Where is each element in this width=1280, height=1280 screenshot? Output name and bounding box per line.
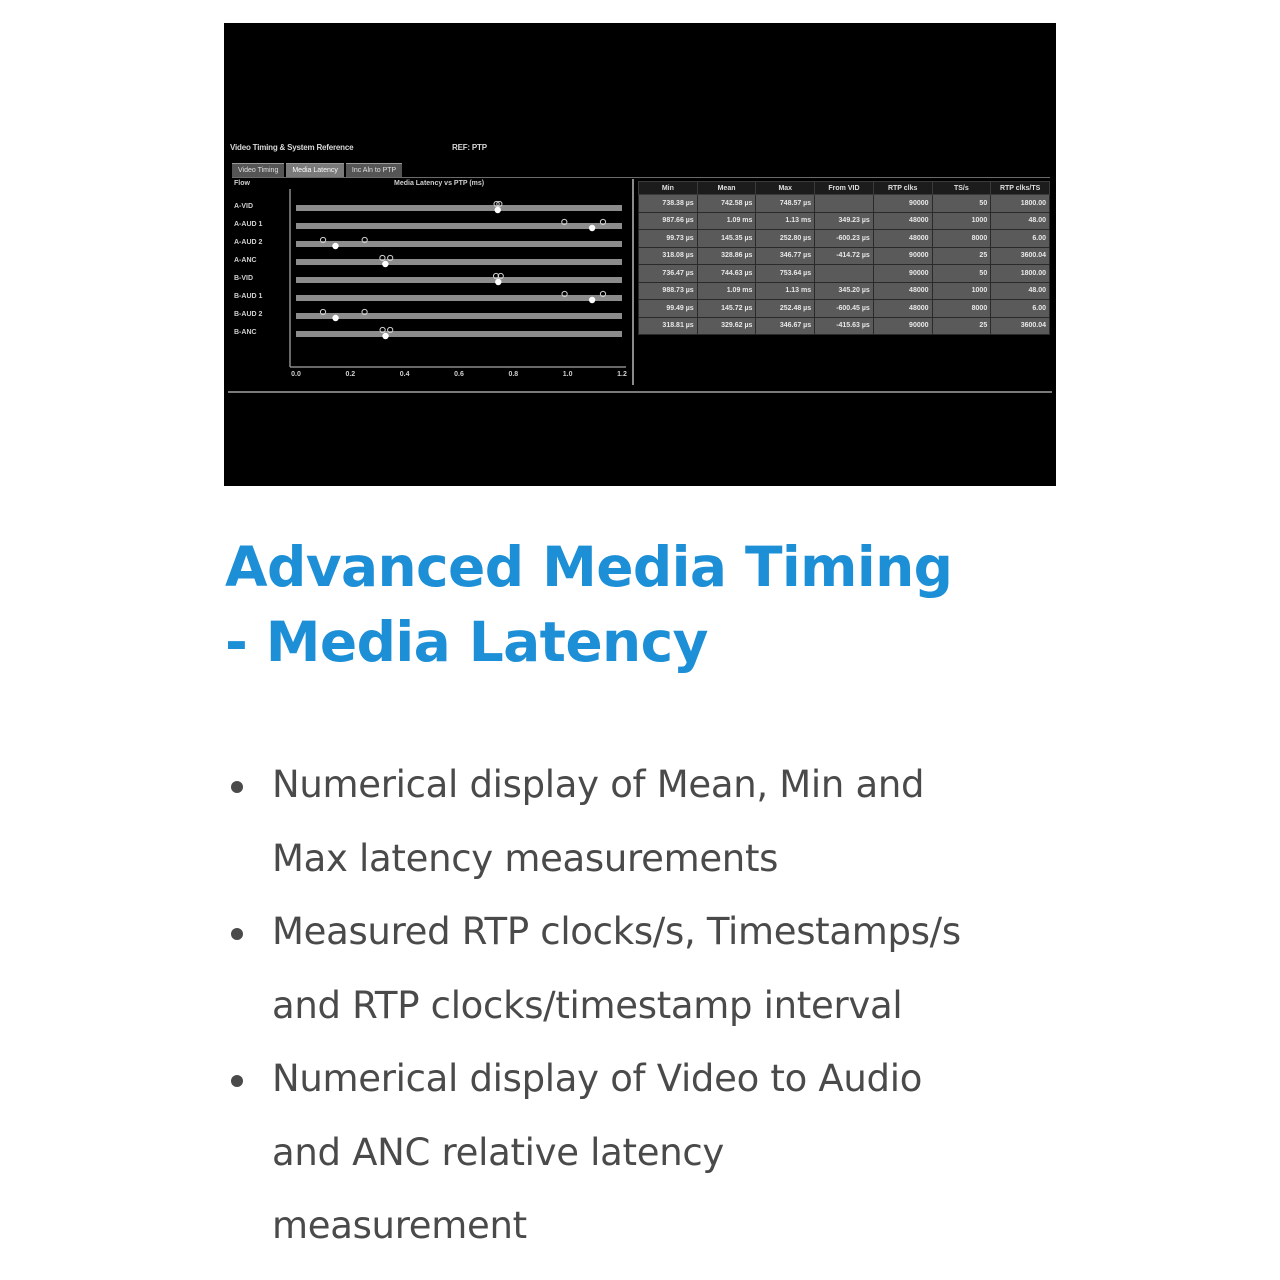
table-cell: 50	[932, 195, 991, 213]
list-item-line: measurement	[272, 1204, 527, 1247]
table-cell: 738.38 µs	[639, 195, 698, 213]
table-cell: 318.08 µs	[639, 247, 698, 265]
table-cell: 1800.00	[991, 265, 1050, 283]
table-cell: 1000	[932, 282, 991, 300]
tab-divider	[232, 177, 1050, 178]
table-header-cell: From VID	[815, 182, 874, 195]
tab-bar	[232, 163, 402, 177]
table-row	[639, 300, 1050, 318]
mean-marker	[332, 243, 338, 249]
table-row	[639, 212, 1050, 230]
page-title	[225, 530, 1085, 680]
chart-row-label: B-AUD 2	[234, 311, 263, 318]
mean-marker	[495, 279, 501, 285]
table-cell: 99.73 µs	[639, 230, 698, 248]
list-item	[226, 895, 1086, 1042]
table-cell: 6.00	[991, 230, 1050, 248]
table-cell: 346.77 µs	[756, 247, 815, 265]
chart-row-label: B-ANC	[234, 329, 257, 336]
table-cell: 318.81 µs	[639, 317, 698, 335]
x-tick-label: 0.0	[291, 371, 301, 378]
mean-marker	[382, 333, 388, 339]
latency-track	[296, 241, 622, 247]
title-line-2: - Media Latency	[225, 610, 708, 674]
table-cell: 329.62 µs	[697, 317, 756, 335]
table-cell	[815, 265, 874, 283]
table-cell: 345.20 µs	[815, 282, 874, 300]
table-cell	[815, 195, 874, 213]
table-cell: 90000	[873, 265, 932, 283]
mean-marker	[495, 207, 501, 213]
latency-track	[296, 277, 622, 283]
table-row	[639, 230, 1050, 248]
table-cell: 748.57 µs	[756, 195, 815, 213]
table-cell: 90000	[873, 247, 932, 265]
table-header-cell: RTP clks/TS	[991, 182, 1050, 195]
table-header-row	[639, 182, 1050, 195]
table-cell: 1.09 ms	[697, 212, 756, 230]
bottom-divider	[228, 391, 1052, 393]
latency-chart-panel	[232, 179, 628, 389]
table-cell: 8000	[932, 230, 991, 248]
table-cell: 1000	[932, 212, 991, 230]
table-cell: 1.13 ms	[756, 212, 815, 230]
table-header-cell: RTP clks	[873, 182, 932, 195]
latency-track	[296, 259, 622, 265]
table-cell: 742.58 µs	[697, 195, 756, 213]
table-cell: 25	[932, 317, 991, 335]
table-cell: 346.67 µs	[756, 317, 815, 335]
table-cell: 48000	[873, 300, 932, 318]
chart-row-label: A-ANC	[234, 257, 257, 264]
panel-divider	[632, 179, 634, 385]
mean-marker	[332, 315, 338, 321]
mean-marker	[589, 297, 595, 303]
app-header	[230, 143, 487, 157]
latency-table	[638, 181, 1050, 335]
x-tick-label: 0.4	[399, 371, 410, 378]
list-item	[226, 748, 1086, 895]
table-row	[639, 317, 1050, 335]
reference-label: REF: PTP	[452, 143, 487, 152]
chart-title: Media Latency vs PTP (ms)	[394, 180, 485, 187]
table-cell: 3600.04	[991, 317, 1050, 335]
table-row	[639, 265, 1050, 283]
table-cell: 8000	[932, 300, 991, 318]
table-row	[639, 195, 1050, 213]
table-cell: 145.72 µs	[697, 300, 756, 318]
table-cell: 3600.04	[991, 247, 1050, 265]
latency-table-panel	[638, 181, 1050, 335]
table-cell: 987.66 µs	[639, 212, 698, 230]
latency-chart	[232, 179, 628, 389]
table-cell: 328.86 µs	[697, 247, 756, 265]
latency-track	[296, 223, 622, 229]
table-cell: -415.63 µs	[815, 317, 874, 335]
flow-column-header: Flow	[234, 180, 250, 187]
table-row	[639, 247, 1050, 265]
table-cell: -600.45 µs	[815, 300, 874, 318]
table-cell: 252.48 µs	[756, 300, 815, 318]
list-item-line: Numerical display of Video to Audio	[272, 1057, 923, 1100]
bullet-icon	[231, 928, 243, 940]
latency-track	[296, 313, 622, 319]
list-item-line: Max latency measurements	[272, 836, 779, 880]
table-cell: 744.63 µs	[697, 265, 756, 283]
list-item	[226, 1042, 1086, 1263]
media-latency-app	[228, 141, 1052, 393]
table-row	[639, 282, 1050, 300]
title-line-1: Advanced Media Timing	[225, 535, 953, 599]
list-item-line: and ANC relative latency	[272, 1130, 724, 1174]
table-cell: 48.00	[991, 212, 1050, 230]
mean-marker	[382, 261, 388, 267]
table-cell: 1800.00	[991, 195, 1050, 213]
latency-track	[296, 205, 622, 211]
table-cell: 988.73 µs	[639, 282, 698, 300]
mean-marker	[589, 225, 595, 231]
table-cell: 252.80 µs	[756, 230, 815, 248]
latency-track	[296, 295, 622, 301]
table-cell: 90000	[873, 317, 932, 335]
table-header-cell: Mean	[697, 182, 756, 195]
tab-video-timing[interactable]: Video Timing	[232, 163, 284, 177]
table-header-cell: Min	[639, 182, 698, 195]
chart-row-label: A-AUD 2	[234, 239, 263, 246]
table-cell: 99.49 µs	[639, 300, 698, 318]
x-tick-label: 0.8	[508, 371, 519, 378]
tab-inc-aln-to-ptp[interactable]: Inc Aln to PTP	[346, 163, 402, 177]
table-cell: 48000	[873, 212, 932, 230]
table-cell: 736.47 µs	[639, 265, 698, 283]
chart-row-label: B-VID	[234, 275, 254, 282]
chart-row-label: A-AUD 1	[234, 221, 263, 228]
window-title: Video Timing & System Reference	[230, 143, 354, 152]
x-tick-label: 0.6	[454, 371, 464, 378]
bullet-icon	[231, 1075, 243, 1087]
table-cell: 6.00	[991, 300, 1050, 318]
table-cell: 1.13 ms	[756, 282, 815, 300]
feature-list	[226, 748, 1086, 1263]
list-item-line: Numerical display of Mean, Min and	[272, 763, 925, 806]
bullet-icon	[231, 781, 243, 793]
table-cell: 50	[932, 265, 991, 283]
table-cell: 48.00	[991, 282, 1050, 300]
x-tick-label: 0.2	[345, 371, 356, 378]
screenshot-panel	[224, 23, 1056, 486]
table-cell: 753.64 µs	[756, 265, 815, 283]
chart-row-label: B-AUD 1	[234, 293, 263, 300]
table-cell: 349.23 µs	[815, 212, 874, 230]
table-cell: 48000	[873, 282, 932, 300]
table-body	[639, 195, 1050, 335]
x-tick-label: 1.2	[617, 371, 627, 378]
table-cell: 145.35 µs	[697, 230, 756, 248]
list-item-line: Measured RTP clocks/s, Timestamps/s	[272, 910, 961, 953]
table-header-cell: TS/s	[932, 182, 991, 195]
chart-row-label: A-VID	[234, 203, 254, 210]
table-cell: 25	[932, 247, 991, 265]
x-tick-label: 1.0	[562, 371, 573, 378]
table-cell: 1.09 ms	[697, 282, 756, 300]
table-cell: 90000	[873, 195, 932, 213]
table-cell: -600.23 µs	[815, 230, 874, 248]
table-cell: -414.72 µs	[815, 247, 874, 265]
table-cell: 48000	[873, 230, 932, 248]
table-header-cell: Max	[756, 182, 815, 195]
tab-media-latency[interactable]: Media Latency	[286, 163, 344, 177]
list-item-line: and RTP clocks/timestamp interval	[272, 983, 903, 1027]
latency-track	[296, 331, 622, 337]
